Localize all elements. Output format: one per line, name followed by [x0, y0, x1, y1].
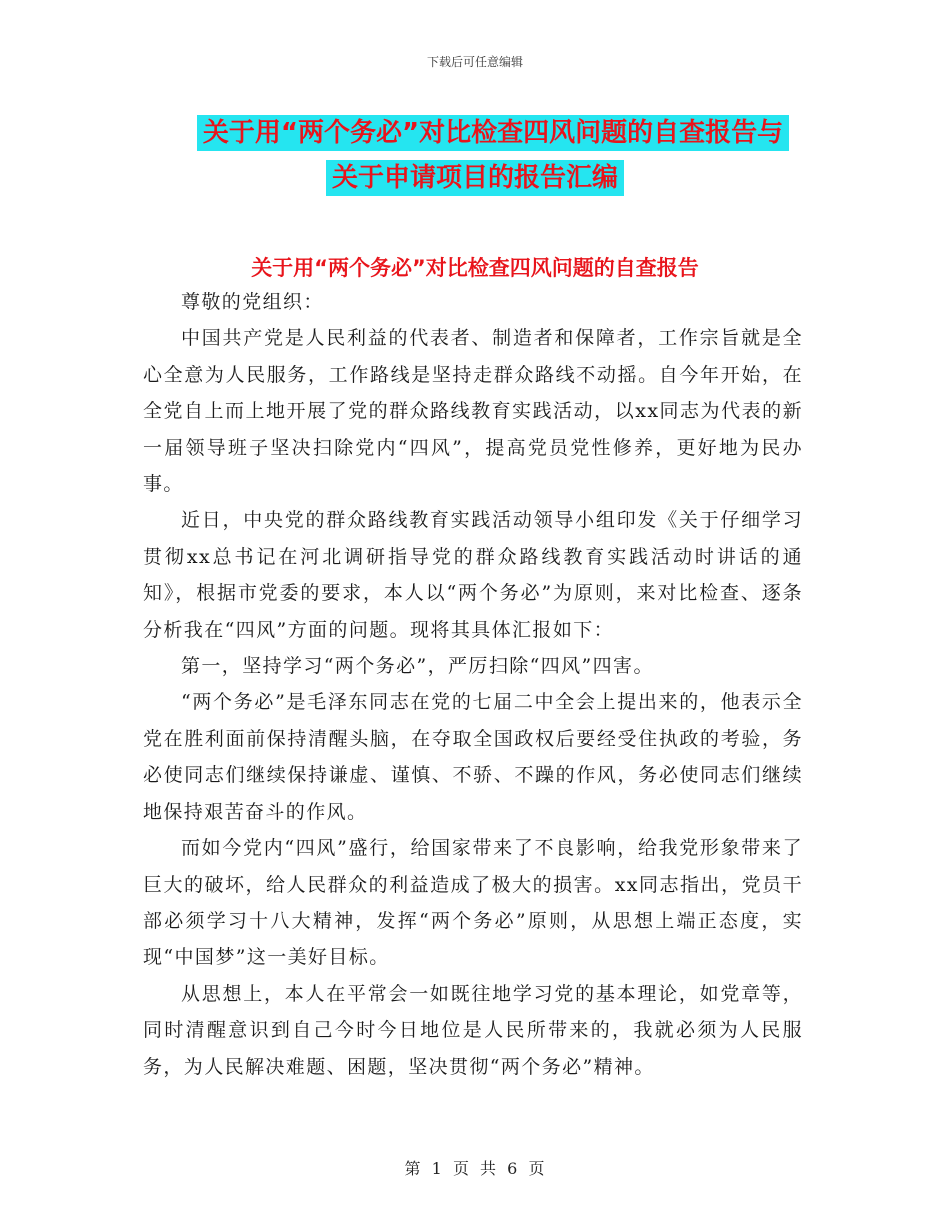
- paragraph: 中国共产党是人民利益的代表者、制造者和保障者，工作宗旨就是全心全意为人民服务，工作路线是坚持走群众路线不动摇。自今年开始，在全党自上而上地开展了党的群众路线教育实践活动，以xx同志为代表的新一届领导班子坚决扫除党内“四风”，提高党员党性修养，更好地为民办事。: [143, 327, 803, 496]
- main-title-line-1-text: 关于用“两个务必”对比检查四风问题的自查报告与: [197, 115, 789, 151]
- paragraph: 从思想上，本人在平常会一如既往地学习党的基本理论，如党章等，同时清醒意识到自己今时今日地位是人民所带来的，我就必须为人民服务，为人民解决难题、困题，坚决贯彻“两个务必”精神。: [143, 982, 803, 1078]
- paragraph: 近日，中央党的群众路线教育实践活动领导小组印发《关于仔细学习贯彻xx总书记在河北调研指导党的群众路线教育实践活动时讲话的通知》，根据市党委的要求，本人以“两个务必”为原则，来对比检查、逐条分析我在“四风”方面的问题。现将其具体汇报如下：: [143, 509, 803, 641]
- main-title-line-2: [0, 157, 950, 194]
- footer-total-word: 共: [480, 1159, 498, 1178]
- paragraph: 第一，坚持学习“两个务必”，严厉扫除“四风”四害。: [181, 655, 654, 678]
- main-title-line-1: [18, 112, 950, 149]
- footer-page-word: 页: [452, 1159, 470, 1178]
- footer-total-pages: 6: [507, 1159, 519, 1178]
- footer-current-page: 1: [431, 1159, 443, 1178]
- footer-prefix: 第: [404, 1159, 422, 1178]
- paragraph: 而如今党内“四风”盛行，给国家带来了不良影响，给我党形象带来了巨大的破坏，给人民群众的利益造成了极大的损害。xx同志指出，党员干部必须学习十八大精神，发挥“两个务必”原则，从思想上端正态度，实现“中国梦”这一美好目标。: [143, 837, 803, 969]
- header-note: 下载后可任意编辑: [426, 55, 523, 69]
- page-footer: [0, 1156, 950, 1179]
- document-body: [143, 284, 803, 1085]
- footer-suffix: 页: [528, 1159, 546, 1178]
- salutation: 尊敬的党组织：: [181, 291, 324, 313]
- paragraph: “两个务必”是毛泽东同志在党的七届二中全会上提出来的，他表示全党在胜利面前保持清醒头脑，在夺取全国政权后要经受住执政的考验，务必使同志们继续保持谦虚、谨慎、不骄、不躁的作风，务必使同志们继续地保持艰苦奋斗的作风。: [143, 691, 803, 823]
- section-title: 关于用“两个务必”对比检查四风问题的自查报告: [251, 256, 699, 280]
- main-title-line-2-text: 关于申请项目的报告汇编: [326, 160, 624, 196]
